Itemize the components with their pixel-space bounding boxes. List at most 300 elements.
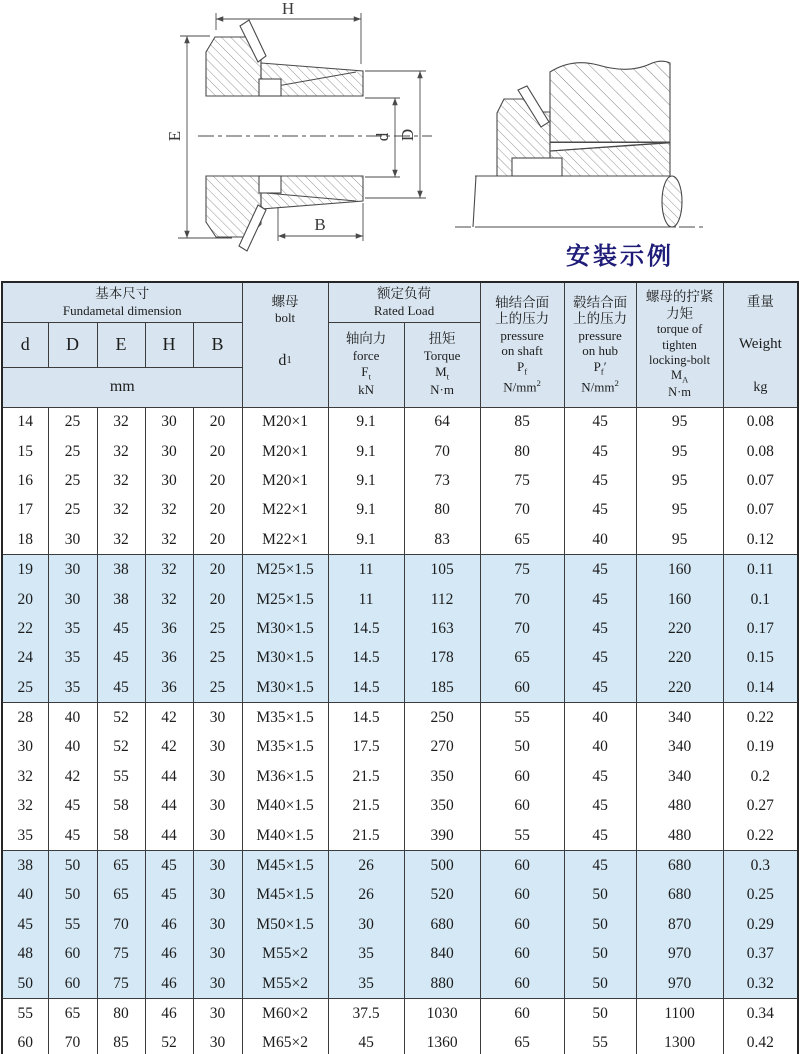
cell: 9.1	[328, 525, 404, 555]
cell: 45	[564, 466, 636, 495]
cell: 65	[97, 881, 145, 910]
header-weight	[723, 282, 798, 407]
cell: M25×1.5	[242, 555, 328, 585]
cell: 163	[404, 614, 480, 643]
cell: M50×1.5	[242, 910, 328, 939]
dim-label-B: B	[314, 215, 326, 234]
cell: 30	[193, 851, 242, 881]
cell: 30	[328, 910, 404, 939]
pressure-hub-symbol: $P_f'$	[593, 359, 607, 377]
cell: 0.42	[723, 1029, 798, 1054]
cell: 40	[564, 733, 636, 762]
cell: 20	[193, 437, 242, 466]
bolt-en: bolt	[274, 310, 296, 326]
cell: 45	[564, 407, 636, 437]
cell: 60	[480, 851, 564, 881]
cell: 21.5	[328, 792, 404, 821]
pressure-hub-unit: $N/mm^2$	[581, 377, 619, 394]
cell: 30	[145, 466, 193, 495]
cell: 25	[193, 644, 242, 673]
cell: 9.1	[328, 496, 404, 525]
cell: 65	[48, 999, 97, 1029]
header-unit-mm: mm	[2, 367, 242, 407]
cell: 22	[2, 614, 48, 643]
cell: 220	[636, 644, 723, 673]
cell: 32	[145, 496, 193, 525]
force-unit: kN	[358, 381, 374, 397]
cell: 45	[328, 1029, 404, 1054]
cell: 52	[97, 703, 145, 733]
cell: 46	[145, 940, 193, 969]
cell: 0.17	[723, 614, 798, 643]
cell: 70	[480, 614, 564, 643]
cell: 37.5	[328, 999, 404, 1029]
cell: 340	[636, 762, 723, 791]
cell: 32	[145, 585, 193, 614]
table-row	[2, 881, 798, 910]
cell: 45	[145, 851, 193, 881]
cell: 18	[2, 525, 48, 555]
rated-load-en: Rated Load	[373, 302, 435, 318]
cell: 350	[404, 762, 480, 791]
cell: 32	[145, 555, 193, 585]
cell: 0.11	[723, 555, 798, 585]
cell: 20	[193, 555, 242, 585]
cell: 840	[404, 940, 480, 969]
header-torque: 扭矩 Torque $M_t$ N·m	[404, 322, 480, 407]
header-col-E: E	[97, 322, 145, 367]
cell: 80	[404, 496, 480, 525]
cell: 45	[564, 792, 636, 821]
cell: 60	[480, 762, 564, 791]
cell: 30	[193, 940, 242, 969]
hub-section	[550, 61, 670, 142]
cell: 70	[480, 585, 564, 614]
cell: 40	[48, 733, 97, 762]
cell: 480	[636, 792, 723, 821]
dim-label-D: D	[398, 128, 417, 142]
table-row	[2, 673, 798, 703]
cell: 45	[564, 762, 636, 791]
cell: 0.15	[723, 644, 798, 673]
cell: 50	[564, 910, 636, 939]
cell: 178	[404, 644, 480, 673]
cell: 95	[636, 437, 723, 466]
cell: 40	[564, 703, 636, 733]
cell: 17.5	[328, 733, 404, 762]
table-row	[2, 851, 798, 881]
cell: M55×2	[242, 969, 328, 999]
cell: 50	[564, 881, 636, 910]
cell: 0.07	[723, 496, 798, 525]
cell: 680	[636, 851, 723, 881]
washer-lip	[512, 158, 562, 176]
cell: 32	[97, 437, 145, 466]
header-rated-load	[328, 282, 480, 322]
cell: 44	[145, 821, 193, 851]
cell: M40×1.5	[242, 821, 328, 851]
cell: 65	[97, 851, 145, 881]
washer-lip-bottom	[259, 176, 281, 193]
table-row	[2, 437, 798, 466]
cell: 80	[97, 999, 145, 1029]
cell: 35	[328, 940, 404, 969]
cell: 520	[404, 881, 480, 910]
cell: 105	[404, 555, 480, 585]
header-pressure-on-hub: 毂结合面 上的压力 pressure on hub $P_f'$ $N/mm^2$	[564, 282, 636, 407]
cell: 16	[2, 466, 48, 495]
cell: 25	[48, 407, 97, 437]
cell: 45	[2, 910, 48, 939]
cell: 30	[145, 437, 193, 466]
cell: 25	[48, 466, 97, 495]
cell: 0.34	[723, 999, 798, 1029]
cell: 25	[48, 437, 97, 466]
cell: 45	[564, 821, 636, 851]
cell: 45	[48, 821, 97, 851]
cell: 500	[404, 851, 480, 881]
cell: 40	[48, 703, 97, 733]
cell: 112	[404, 585, 480, 614]
cell: M35×1.5	[242, 703, 328, 733]
cell: M22×1	[242, 525, 328, 555]
cell: 60	[480, 673, 564, 703]
cell: 60	[480, 881, 564, 910]
cell: 80	[480, 437, 564, 466]
cell: 64	[404, 407, 480, 437]
cell: 48	[2, 940, 48, 969]
table-row	[2, 910, 798, 939]
cell: 25	[193, 614, 242, 643]
cell: 36	[145, 614, 193, 643]
cell: M25×1.5	[242, 585, 328, 614]
cell: 50	[564, 940, 636, 969]
cell: 44	[145, 762, 193, 791]
cell: M30×1.5	[242, 673, 328, 703]
cell: 0.32	[723, 969, 798, 999]
cell: 0.25	[723, 881, 798, 910]
cell: 30	[193, 910, 242, 939]
cell: 20	[193, 585, 242, 614]
cell: 160	[636, 585, 723, 614]
cell: 0.1	[723, 585, 798, 614]
cell: 30	[193, 703, 242, 733]
cell: 0.19	[723, 733, 798, 762]
cell: 83	[404, 525, 480, 555]
cell: 55	[97, 762, 145, 791]
cell: 250	[404, 703, 480, 733]
cell: 70	[480, 496, 564, 525]
table-row	[2, 555, 798, 585]
cell: 85	[97, 1029, 145, 1054]
cell: 52	[97, 733, 145, 762]
cell: 45	[564, 496, 636, 525]
cell: 15	[2, 437, 48, 466]
cell: 970	[636, 969, 723, 999]
cell: 0.08	[723, 407, 798, 437]
cell: 55	[564, 1029, 636, 1054]
cell: M20×1	[242, 437, 328, 466]
cell: 50	[48, 851, 97, 881]
table-row	[2, 496, 798, 525]
cell: 21.5	[328, 821, 404, 851]
cell: 30	[193, 792, 242, 821]
cell: 45	[564, 555, 636, 585]
cell: 35	[48, 644, 97, 673]
basic-dimension-zh: 基本尺寸	[95, 286, 150, 302]
header-col-d: d	[2, 322, 48, 367]
cell: 32	[97, 496, 145, 525]
header-pressure-on-shaft: 轴结合面 上的压力 pressure on shaft $P_f$ $N/mm^2$	[480, 282, 564, 407]
cell: M30×1.5	[242, 614, 328, 643]
cell: 32	[97, 525, 145, 555]
cell: 55	[48, 910, 97, 939]
cell: 32	[2, 792, 48, 821]
cell: 45	[564, 673, 636, 703]
cell: 42	[145, 703, 193, 733]
cell: 32	[145, 525, 193, 555]
cell: 270	[404, 733, 480, 762]
cell: 14.5	[328, 614, 404, 643]
table-row	[2, 969, 798, 999]
cell: 0.07	[723, 466, 798, 495]
cell: 870	[636, 910, 723, 939]
cell: 70	[97, 910, 145, 939]
cell: 185	[404, 673, 480, 703]
cell: 65	[480, 644, 564, 673]
cell: 30	[193, 881, 242, 910]
cell: 14	[2, 407, 48, 437]
cell: 680	[636, 881, 723, 910]
cell: 85	[480, 407, 564, 437]
table-row	[2, 762, 798, 791]
cell: 30	[193, 1029, 242, 1054]
cell: 36	[145, 673, 193, 703]
cell: 0.3	[723, 851, 798, 881]
cell: 30	[48, 525, 97, 555]
cell: 60	[480, 792, 564, 821]
cell: 25	[2, 673, 48, 703]
weight-en: Weight	[738, 336, 782, 353]
cell: M30×1.5	[242, 644, 328, 673]
table-row	[2, 940, 798, 969]
cell: 0.08	[723, 437, 798, 466]
cell: 50	[2, 969, 48, 999]
table-row	[2, 614, 798, 643]
cell: 30	[193, 999, 242, 1029]
bolt-symbol: d 1	[278, 352, 292, 370]
cell: 970	[636, 940, 723, 969]
table-row	[2, 792, 798, 821]
cell: 11	[328, 555, 404, 585]
cell: 340	[636, 703, 723, 733]
install-example-title: 安装示例	[566, 244, 674, 270]
cell: 35	[328, 969, 404, 999]
cell: 32	[2, 762, 48, 791]
cell: 26	[328, 881, 404, 910]
table-row	[2, 585, 798, 614]
cell: 95	[636, 407, 723, 437]
cell: 25	[193, 673, 242, 703]
cell: 95	[636, 525, 723, 555]
cell: 24	[2, 644, 48, 673]
cell: 11	[328, 585, 404, 614]
torque-symbol: $M_t$	[435, 363, 450, 382]
cell: 0.27	[723, 792, 798, 821]
cell: 58	[97, 821, 145, 851]
dim-label-d: d	[373, 132, 392, 142]
cell: 20	[2, 585, 48, 614]
cell: 0.22	[723, 703, 798, 733]
cell: 0.29	[723, 910, 798, 939]
cell: 30	[48, 555, 97, 585]
cell: 60	[480, 999, 564, 1029]
cell: 28	[2, 703, 48, 733]
header-col-B: B	[193, 322, 242, 367]
cell: 35	[2, 821, 48, 851]
cell: 17	[2, 496, 48, 525]
torque-unit: N·m	[430, 381, 454, 397]
table-row	[2, 525, 798, 555]
table-row	[2, 644, 798, 673]
shaft-end-face	[662, 176, 682, 227]
cell: 30	[48, 585, 97, 614]
cell: 44	[145, 792, 193, 821]
cell: 60	[2, 1029, 48, 1054]
cell: 14.5	[328, 673, 404, 703]
cell: 60	[480, 910, 564, 939]
cell: M55×2	[242, 940, 328, 969]
cell: 65	[480, 525, 564, 555]
cell: 50	[48, 881, 97, 910]
cell: 220	[636, 614, 723, 643]
cell: 52	[145, 1029, 193, 1054]
cell: 60	[48, 969, 97, 999]
cell: 32	[97, 466, 145, 495]
spec-table	[1, 281, 799, 1054]
cell: M45×1.5	[242, 881, 328, 910]
cell: 75	[480, 466, 564, 495]
cell: 35	[48, 614, 97, 643]
cell: 95	[636, 466, 723, 495]
header-bolt	[242, 282, 328, 407]
cell: M65×2	[242, 1029, 328, 1054]
cell: 14.5	[328, 644, 404, 673]
table-row	[2, 733, 798, 762]
cell: 65	[480, 1029, 564, 1054]
cell: 50	[564, 999, 636, 1029]
table-row	[2, 703, 798, 733]
cell: 50	[564, 969, 636, 999]
cell: M36×1.5	[242, 762, 328, 791]
spec-table-body	[2, 407, 798, 1054]
basic-dimension-en: Fundametal dimension	[62, 302, 182, 318]
tightening-torque-symbol: $M_A$	[670, 368, 689, 385]
cell: 55	[480, 821, 564, 851]
cell: 480	[636, 821, 723, 851]
cell: 880	[404, 969, 480, 999]
cell: M20×1	[242, 407, 328, 437]
header-col-H: H	[145, 322, 193, 367]
table-row	[2, 407, 798, 437]
cell: 50	[480, 733, 564, 762]
cell: 45	[97, 644, 145, 673]
cell: 9.1	[328, 466, 404, 495]
table-row	[2, 999, 798, 1029]
cell: 350	[404, 792, 480, 821]
cell: 38	[97, 585, 145, 614]
cell: 1100	[636, 999, 723, 1029]
cell: 680	[404, 910, 480, 939]
pressure-shaft-symbol: $P_f$	[516, 359, 528, 377]
header-tightening-torque: 螺母的拧紧 力矩 torque of tighten locking-bolt $M_A$ N·m	[636, 282, 723, 407]
cell: 95	[636, 496, 723, 525]
cell: 46	[145, 969, 193, 999]
cell: 45	[97, 673, 145, 703]
cell: 0.2	[723, 762, 798, 791]
cell: 75	[97, 969, 145, 999]
dimension-B	[278, 203, 363, 241]
table-row	[2, 466, 798, 495]
cell: 26	[328, 851, 404, 881]
cell: M20×1	[242, 466, 328, 495]
cell: 160	[636, 555, 723, 585]
table-row	[2, 821, 798, 851]
cell: 30	[193, 969, 242, 999]
rated-load-zh: 额定负荷	[377, 286, 432, 302]
cell: 14.5	[328, 703, 404, 733]
cell: 42	[48, 762, 97, 791]
cell: 0.37	[723, 940, 798, 969]
cell: 40	[2, 881, 48, 910]
cell: 75	[97, 940, 145, 969]
tightening-torque-unit: N·m	[668, 384, 692, 399]
cell: 220	[636, 673, 723, 703]
cell: 70	[404, 437, 480, 466]
cell: 30	[193, 733, 242, 762]
cell: 45	[145, 881, 193, 910]
cell: 35	[48, 673, 97, 703]
dim-label-E: E	[165, 130, 184, 142]
cell: 30	[145, 407, 193, 437]
cell: 58	[97, 792, 145, 821]
cell: 45	[97, 614, 145, 643]
cell: 21.5	[328, 762, 404, 791]
cell: 9.1	[328, 407, 404, 437]
cell: M35×1.5	[242, 733, 328, 762]
cell: 20	[193, 466, 242, 495]
cell: 390	[404, 821, 480, 851]
cell: 0.14	[723, 673, 798, 703]
weight-unit: kg	[753, 379, 768, 395]
cell: 55	[2, 999, 48, 1029]
cell: 55	[480, 703, 564, 733]
cell: 45	[564, 437, 636, 466]
cell: 45	[564, 585, 636, 614]
cell: 73	[404, 466, 480, 495]
cell: M22×1	[242, 496, 328, 525]
dim-label-H: H	[281, 0, 295, 18]
cell: 1360	[404, 1029, 480, 1054]
part-cross-section-drawing	[165, 0, 432, 251]
cell: 30	[2, 733, 48, 762]
installation-drawing	[455, 61, 706, 227]
cell: 45	[564, 851, 636, 881]
cell: 9.1	[328, 437, 404, 466]
cell: 20	[193, 525, 242, 555]
cell: 60	[48, 940, 97, 969]
cell: 1300	[636, 1029, 723, 1054]
